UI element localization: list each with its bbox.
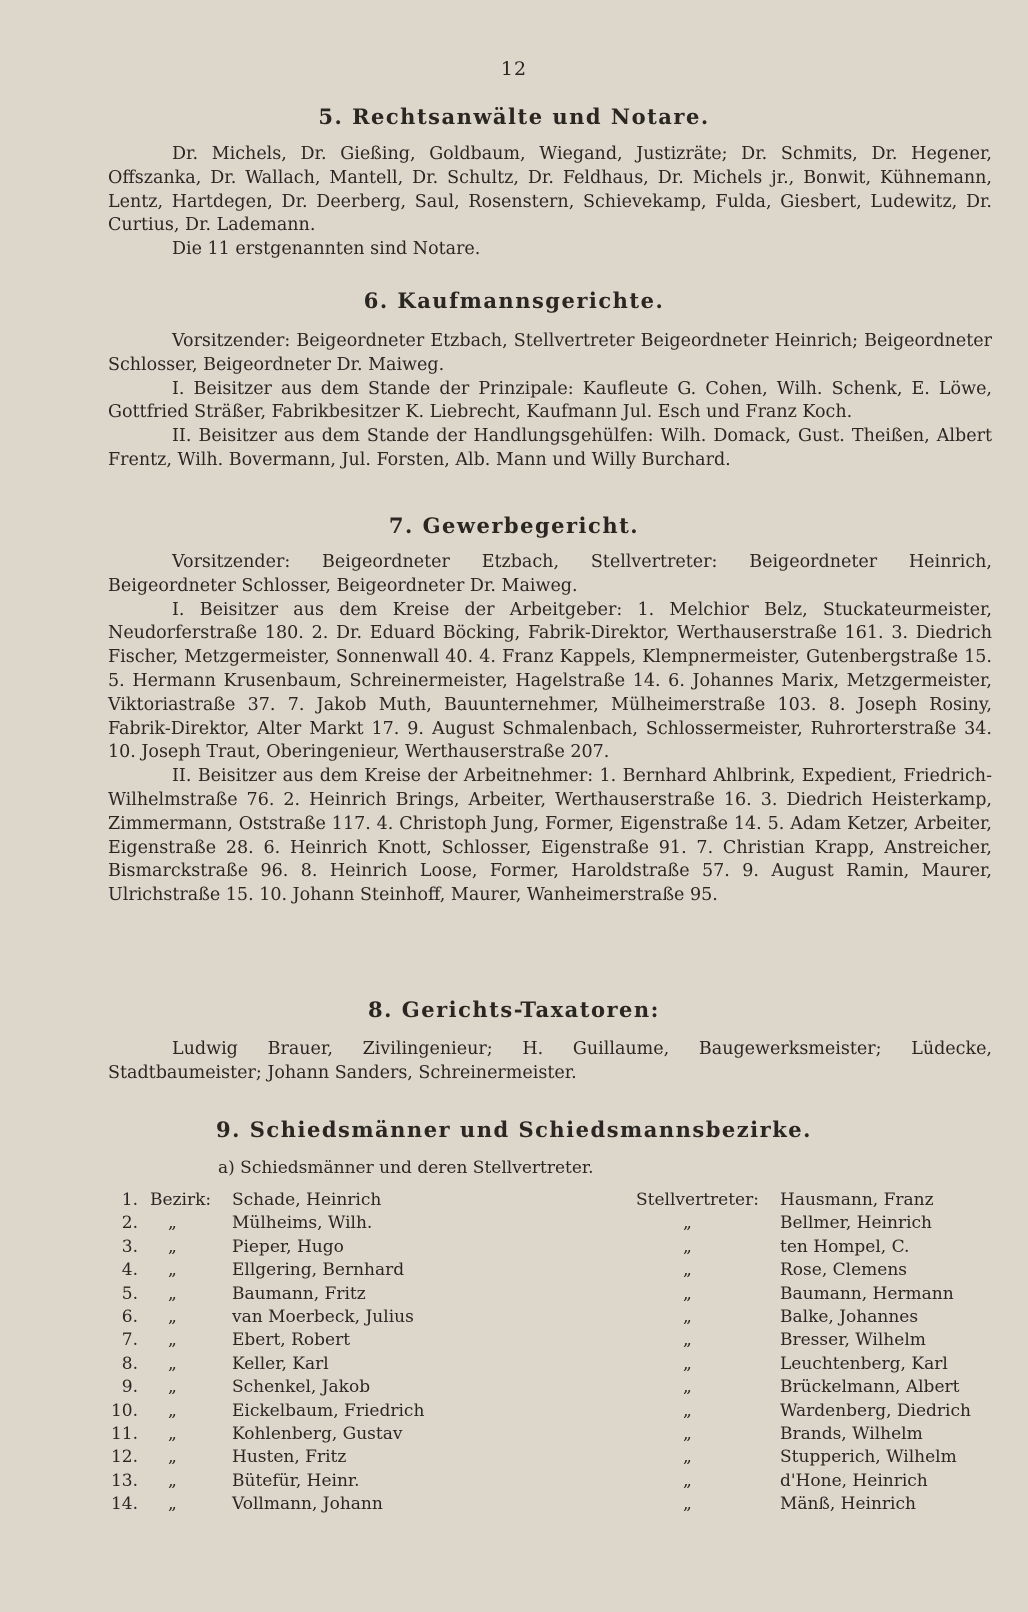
schiedsmann-name: Bütefür, Heinr.: [232, 1470, 360, 1491]
stellvertreter-name: Bresser, Wilhelm: [780, 1330, 926, 1351]
bezirk-label: „: [168, 1353, 177, 1374]
row-number: 3.: [121, 1236, 138, 1257]
stellvertreter-name: Brands, Wilhelm: [780, 1423, 923, 1444]
section-9-subtitle: a) Schiedsmänner und deren Stellvertreter.: [218, 1158, 594, 1178]
bezirk-label: „: [168, 1260, 177, 1281]
row-number: 8.: [121, 1353, 138, 1374]
stellvertreter-label: „: [683, 1236, 692, 1257]
bezirk-label: „: [168, 1400, 177, 1421]
schiedsmaenner-table: [108, 1190, 992, 1517]
row-number: 14.: [110, 1494, 138, 1515]
section-6-paragraph: Vorsitzender: Beigeordneter Etzbach, Stellvertreter Beigeordneter Heinrich; Beigeordneter Schlosser, Beigeordneter Dr. Maiweg.: [108, 331, 992, 375]
row-number: 6.: [121, 1306, 138, 1327]
schiedsmann-name: Schade, Heinrich: [232, 1190, 382, 1210]
stellvertreter-label: „: [683, 1283, 692, 1304]
stellvertreter-name: Balke, Johannes: [780, 1306, 919, 1327]
schiedsmann-name: Vollmann, Johann: [232, 1494, 383, 1515]
section-5-title: 5. Rechtsanwälte und Notare.: [318, 104, 710, 129]
section-7-paragraph: I. Beisitzer aus dem Kreise der Arbeitgeber: 1. Melchior Belz, Stuckateurmeister, Neudorferstraße 180. 2. Dr. Eduard Böcking, Fabrik-Direktor, Werthauserstraße 161. 3. Diedrich Fischer, Metzgermeister, Sonnenwall 40. 4. Franz Kappels, Klempnermeister, Gutenbergstraße 15. 5. Hermann Krusenbaum, Schreinermeister, Hagelstraße 14. 6. Johannes Marix, Metzgermeister, Viktoriastraße 37. 7. Jakob Muth, Bauunternehmer, Mülheimerstraße 103. 8. Joseph Rosiny, Fabrik-Direktor, Alter Markt 17. 9. August Schmalenbach, Schlossermeister, Ruhrorterstraße 34. 10. Joseph Traut, Oberingenieur, Werthauserstraße 207.: [108, 599, 992, 763]
section-5-paragraph: Dr. Michels, Dr. Gießing, Goldbaum, Wiegand, Justizräte; Dr. Schmits, Dr. Hegener, Offszanka, Dr. Wallach, Mantell, Dr. Schultz, Dr. Feldhaus, Dr. Michels jr., Bonwit, Kühnemann, Lentz, Hartdegen, Dr. Deerberg, Saul, Rosenstern, Schievekamp, Fulda, Giesbert, Ludewitz, Dr. Curtius, Dr. Lademann.: [108, 144, 992, 236]
table-row: [108, 1494, 992, 1517]
section-6-paragraph: II. Beisitzer aus dem Stande der Handlungsgehülfen: Wilh. Domack, Gust. Theißen, Albert Frentz, Wilh. Bovermann, Jul. Forsten, Alb. Mann und Willy Burchard.: [108, 426, 992, 470]
stellvertreter-label: Stellvertreter:: [636, 1190, 759, 1210]
table-row: [108, 1471, 992, 1494]
stellvertreter-label: „: [683, 1447, 692, 1468]
section-5-paragraph: Die 11 erstgenannten sind Notare.: [172, 239, 481, 260]
section-9-title: 9. Schiedsmänner und Schiedsmannsbezirke.: [216, 1117, 812, 1142]
section-8-paragraph: Ludwig Brauer, Zivilingenieur; H. Guillaume, Baugewerksmeister; Lüdecke, Stadtbaumeister; Johann Sanders, Schreinermeister.: [108, 1039, 992, 1083]
table-row: [108, 1307, 992, 1330]
stellvertreter-name: d'Hone, Heinrich: [780, 1470, 928, 1491]
row-number: 2.: [121, 1213, 138, 1234]
stellvertreter-label: „: [683, 1353, 692, 1374]
table-row: [108, 1260, 992, 1283]
bezirk-label: „: [168, 1330, 177, 1351]
table-row: [108, 1401, 992, 1424]
stellvertreter-name: Leuchtenberg, Karl: [780, 1353, 948, 1374]
stellvertreter-label: „: [683, 1423, 692, 1444]
section-7-paragraph: Vorsitzender: Beigeordneter Etzbach, Stellvertreter: Beigeordneter Heinrich, Beigeordneter Schlosser, Beigeordneter Dr. Maiweg.: [108, 552, 992, 596]
bezirk-label: „: [168, 1377, 177, 1398]
bezirk-label: „: [168, 1447, 177, 1468]
table-row: [108, 1377, 992, 1400]
bezirk-label: „: [168, 1423, 177, 1444]
stellvertreter-name: Bellmer, Heinrich: [780, 1213, 932, 1234]
stellvertreter-label: „: [683, 1213, 692, 1234]
stellvertreter-label: „: [683, 1470, 692, 1491]
row-number: 5.: [121, 1283, 138, 1304]
table-row: [108, 1213, 992, 1236]
section-8-body: [108, 1038, 992, 1086]
stellvertreter-name: Baumann, Hermann: [780, 1283, 954, 1304]
page-number: 12: [500, 58, 528, 80]
row-number: 11.: [110, 1423, 138, 1444]
stellvertreter-label: „: [683, 1306, 692, 1327]
row-number: 13.: [110, 1470, 138, 1491]
bezirk-label: „: [168, 1494, 177, 1515]
stellvertreter-name: Mänß, Heinrich: [780, 1494, 916, 1515]
stellvertreter-name: Stupperich, Wilhelm: [780, 1447, 957, 1468]
row-number: 10.: [110, 1400, 138, 1421]
row-number: 4.: [121, 1260, 138, 1281]
row-number: 7.: [121, 1330, 138, 1351]
table-row: [108, 1237, 992, 1260]
section-6-title: 6. Kaufmannsgerichte.: [363, 288, 665, 313]
schiedsmann-name: Pieper, Hugo: [232, 1236, 344, 1257]
row-number: 9.: [121, 1377, 138, 1398]
table-row: [108, 1190, 992, 1213]
stellvertreter-name: Wardenberg, Diedrich: [780, 1400, 971, 1421]
section-5-body: [108, 143, 992, 262]
stellvertreter-label: „: [683, 1330, 692, 1351]
bezirk-label: „: [168, 1306, 177, 1327]
stellvertreter-label: „: [683, 1260, 692, 1281]
schiedsmann-name: Mülheims, Wilh.: [232, 1213, 373, 1234]
section-6-paragraph: I. Beisitzer aus dem Stande der Prinzipale: Kaufleute G. Cohen, Wilh. Schenk, E. Löwe, Gottfried Sträßer, Fabrikbesitzer K. Liebrecht, Kaufmann Jul. Esch und Franz Koch.: [108, 378, 992, 423]
row-number: 1.: [121, 1190, 138, 1210]
bezirk-label: „: [168, 1283, 177, 1304]
table-row: [108, 1330, 992, 1353]
schiedsmann-name: Schenkel, Jakob: [232, 1377, 371, 1398]
section-7-title: 7. Gewerbegericht.: [388, 513, 640, 538]
table-row: [108, 1284, 992, 1307]
bezirk-label: Bezirk:: [150, 1190, 212, 1210]
section-6-body: [108, 330, 992, 473]
section-8-title: 8. Gerichts-Taxatoren:: [368, 997, 660, 1022]
schiedsmann-name: Ellgering, Bernhard: [232, 1260, 405, 1281]
stellvertreter-name: Hausmann, Franz: [780, 1190, 934, 1210]
row-number: 12.: [110, 1447, 138, 1468]
stellvertreter-label: „: [683, 1377, 692, 1398]
table-row: [108, 1447, 992, 1470]
schiedsmann-name: van Moerbeck, Julius: [232, 1306, 414, 1327]
schiedsmann-name: Ebert, Robert: [232, 1330, 351, 1351]
schiedsmann-name: Kohlenberg, Gustav: [232, 1423, 403, 1444]
stellvertreter-name: Rose, Clemens: [780, 1260, 907, 1281]
bezirk-label: „: [168, 1470, 177, 1491]
schiedsmann-name: Eickelbaum, Friedrich: [232, 1400, 425, 1421]
stellvertreter-name: ten Hompel, C.: [780, 1236, 910, 1257]
stellvertreter-label: „: [683, 1494, 692, 1515]
stellvertreter-name: Brückelmann, Albert: [780, 1377, 960, 1398]
schiedsmann-name: Keller, Karl: [232, 1353, 329, 1374]
bezirk-label: „: [168, 1236, 177, 1257]
section-7-body: [108, 551, 992, 908]
schiedsmann-name: Baumann, Fritz: [232, 1283, 366, 1304]
table-row: [108, 1424, 992, 1447]
table-row: [108, 1354, 992, 1377]
section-7-paragraph: II. Beisitzer aus dem Kreise der Arbeitnehmer: 1. Bernhard Ahlbrink, Expedient, Friedrich-Wilhelmstraße 76. 2. Heinrich Brings, Arbeiter, Werthauserstraße 16. 3. Diedrich Heisterkamp, Zimmermann, Oststraße 117. 4. Christoph Jung, Former, Eigenstraße 14. 5. Adam Ketzer, Arbeiter, Eigenstraße 28. 6. Heinrich Knott, Schlosser, Eigenstraße 91. 7. Christian Krapp, Anstreicher, Bismarckstraße 96. 8. Heinrich Loose, Former, Haroldstraße 57. 9. August Ramin, Maurer, Ulrichstraße 15. 10. Johann Steinhoff, Maurer, Wanheimerstraße 95.: [108, 766, 992, 906]
bezirk-label: „: [168, 1213, 177, 1234]
schiedsmann-name: Husten, Fritz: [232, 1447, 347, 1468]
stellvertreter-label: „: [683, 1400, 692, 1421]
